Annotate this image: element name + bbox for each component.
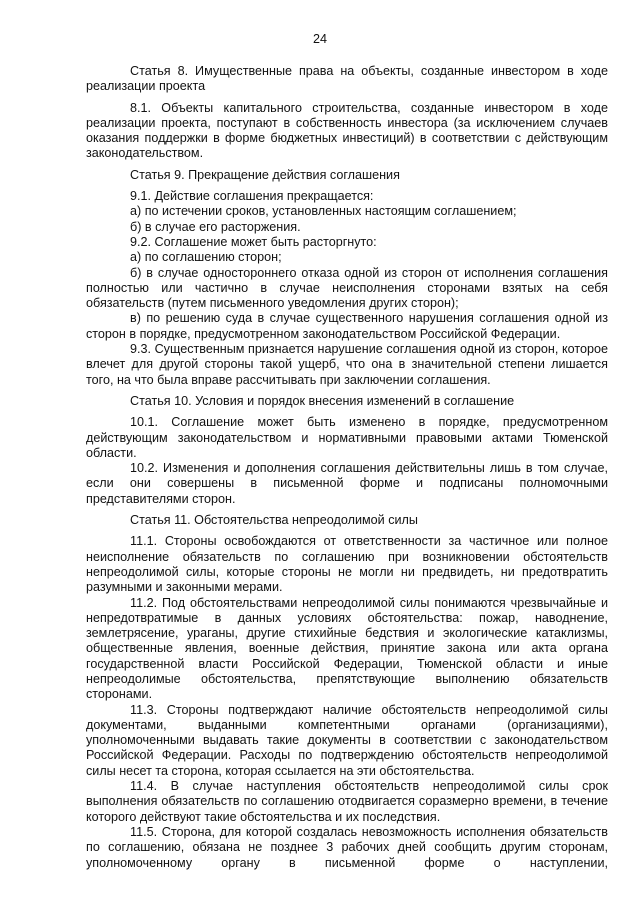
- paragraph-9-2-v: в) по решению суда в случае существенного нарушения соглашения одной из сторон в порядке, предусмотренном законодательством Российской Федерации.: [86, 311, 608, 341]
- paragraph-11-3: 11.3. Стороны подтверждают наличие обстоятельств непреодолимой силы документами, выданными компетентными органами (организациями), уполномоченными выдавать такие документы в соответствии с законодательством Российской Федерации. Расходы по подтверждению обстоятельств непреодолимой силы несет та сторона, которая ссылается на эти обстоятельства.: [86, 702, 608, 778]
- page-number: 24: [312, 32, 327, 46]
- paragraph-9-2: 9.2. Соглашение может быть расторгнуто:: [130, 234, 377, 249]
- article-10-heading: Статья 10. Условия и порядок внесения изменений в соглашение: [130, 393, 515, 408]
- paragraph-9-2-a: а) по соглашению сторон;: [130, 250, 282, 265]
- paragraph-9-1: 9.1. Действие соглашения прекращается:: [130, 189, 374, 204]
- article-8-heading: Статья 8. Имущественные права на объекты, созданные инвестором в ходе реализации проекта: [86, 64, 608, 94]
- paragraph-11-4: 11.4. В случае наступления обстоятельств непреодолимой силы срок выполнения обязательств по соглашению отодвигается соразмерно времени, в течение которого действуют такие обстоятельства и их последствия.: [86, 779, 608, 824]
- paragraph-9-3: 9.3. Существенным признается нарушение соглашения одной из сторон, которое влечет для другой стороны такой ущерб, что она в значительной степени лишается того, на что была вправе рассчитывать при заключении соглашения.: [86, 342, 608, 387]
- paragraph-9-1-a: а) по истечении сроков, установленных настоящим соглашением;: [130, 204, 517, 219]
- paragraph-11-1: 11.1. Стороны освобождаются от ответственности за частичное или полное неисполнение обязательств по соглашению при возникновении обстоятельств непреодолимой силы, которые стороны не могли ни предвидеть, ни предотвратить разумными и законными мерами.: [86, 534, 608, 595]
- article-9-heading: Статья 9. Прекращение действия соглашения: [130, 167, 400, 182]
- paragraph-10-1: 10.1. Соглашение может быть изменено в порядке, предусмотренном действующим законодательством и нормативными правовыми актами Тюменской области.: [86, 415, 608, 460]
- article-11-heading: Статья 11. Обстоятельства непреодолимой силы: [130, 513, 418, 528]
- paragraph-11-2: 11.2. Под обстоятельствами непреодолимой силы понимаются чрезвычайные и непредотвратимые в данных условиях обстоятельства: пожар, наводнение, землетрясение, ураганы, другие стихийные бедствия и экологические катаклизмы, общественные явления, военные действия, принятие закона или акта органа государственной власти Российской Федерации, Тюменской области и иные непреодолимые обстоятельства, препятствующие выполнению обязательств сторонами.: [86, 595, 608, 702]
- paragraph-11-5: 11.5. Сторона, для которой создалась невозможность исполнения обязательств по соглашению, обязана не позднее 3 рабочих дней сообщить другим сторонам, уполномоченному органу в письменной форме о наступлении,: [86, 824, 608, 870]
- paragraph-8-1: 8.1. Объекты капитального строительства, созданные инвестором в ходе реализации проекта, поступают в собственность инвестора (за исключением случаев оказания поддержки в форме бюджетных инвестиций) в соответствии с действующим законодательством.: [86, 100, 608, 161]
- paragraph-10-2: 10.2. Изменения и дополнения соглашения действительны лишь в том случае, если они совершены в письменной форме и подписаны полномочными представителями сторон.: [86, 461, 608, 506]
- document-body: [86, 58, 608, 871]
- paragraph-9-1-b: б) в случае его расторжения.: [130, 219, 301, 234]
- paragraph-9-2-b: б) в случае одностороннего отказа одной из сторон от исполнения соглашения полностью или частично в случае неисполнения сторонами взятых на себя обязательств (путем письменного уведомления других сторон);: [86, 265, 608, 311]
